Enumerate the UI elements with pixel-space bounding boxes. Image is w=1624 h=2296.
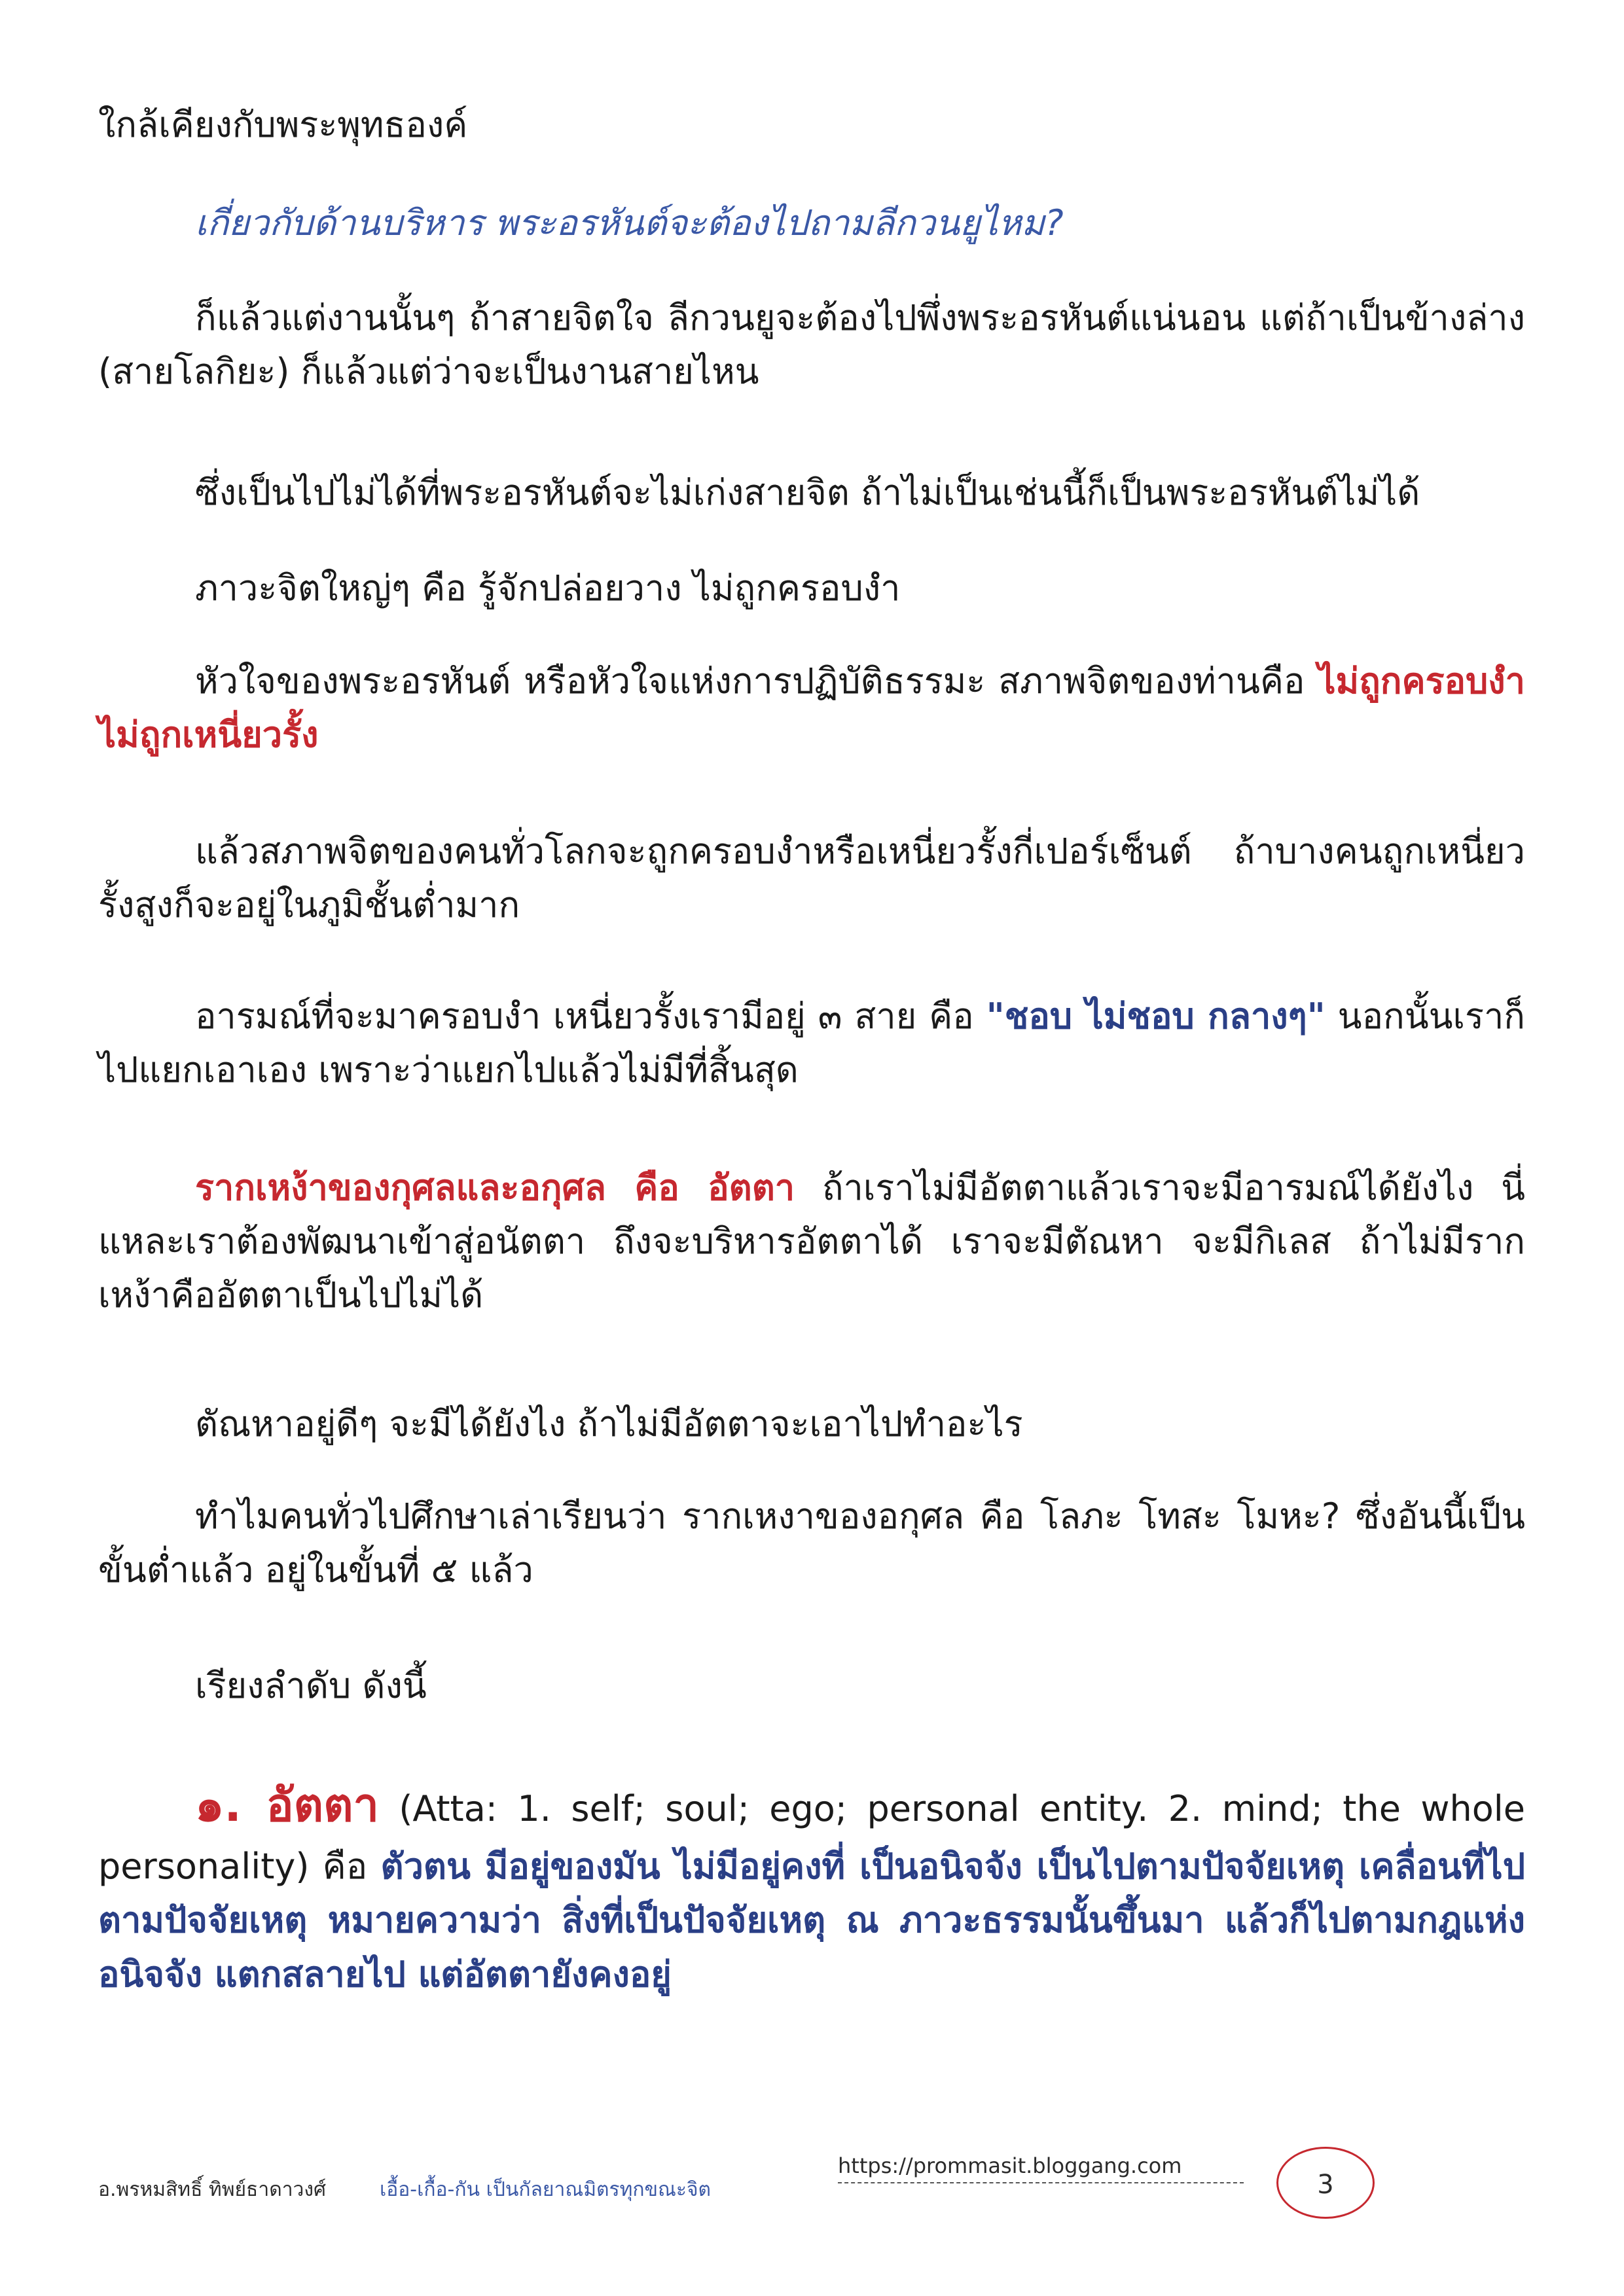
- paragraph-3: ก็แล้วแต่งานนั้นๆ ถ้าสายจิตใจ ลีกวนยูจะต้องไปพึ่งพระอรหันต์แน่นอน แต่ถ้าเป็นข้างล่าง (สายโลกิยะ) ก็แล้วแต่ว่าจะเป็นงานสายไหน: [98, 297, 1525, 393]
- paragraph-13: [98, 1770, 1525, 2001]
- paragraph-8: [98, 990, 1525, 1097]
- paragraph-7: แล้วสภาพจิตของคนทั่วโลกจะถูกครอบงำหรือเหนี่ยวรั้งกี่เปอร์เซ็นต์ ถ้าบางคนถูกเหนี่ยวรั้งสูงก็จะอยู่ในภูมิชั้นต่ำมาก: [98, 831, 1525, 926]
- paragraph-5: ภาวะจิตใหญ่ๆ คือ รู้จักปล่อยวาง ไม่ถูกครอบงำ: [195, 567, 901, 609]
- paragraph-6-emphasis: ไม่ถูกครอบงำ ไม่ถูกเหนี่ยวรั้ง: [98, 660, 1525, 756]
- paragraph-1: ใกล้เคียงกับพระพุทธองค์: [98, 104, 468, 145]
- paragraph-8-text: อารมณ์ที่จะมาครอบงำ เหนี่ยวรั้งเรามีอยู่ ๓ สาย คือ: [195, 996, 986, 1037]
- paragraph-10: ตัณหาอยู่ดีๆ จะมีได้ยังไง ถ้าไม่มีอัตตาจะเอาไปทำอะไร: [195, 1403, 1023, 1444]
- footer-url-link[interactable]: https://prommasit.bloggang.com: [838, 2153, 1244, 2183]
- paragraph-12: เรียงลำดับ ดังนี้: [195, 1665, 427, 1706]
- page-number: 3: [1276, 2147, 1375, 2219]
- paragraph-9-emphasis: รากเหง้าของกุศลและอกุศล คือ อัตตา: [195, 1167, 795, 1208]
- paragraph-6-text: หัวใจของพระอรหันต์ หรือหัวใจแห่งการปฏิบัติธรรมะ สภาพจิตของท่านคือ: [195, 660, 1318, 702]
- page-footer: [98, 2147, 1525, 2219]
- atta-thai-definition: ตัวตน มีอยู่ของมัน ไม่มีอยู่คงที่ เป็นอนิจจัง เป็นไปตามปัจจัยเหตุ เคลื่อนที่ไปตามปัจจัยเหตุ หมายความว่า สิ่งที่เป็นปัจจัยเหตุ ณ ภาวะธรรมนั้นขึ้นมา แล้วก็ไปตามกฎแห่งอนิจจัง แตกสลายไป แต่อัตตายังคงอยู่: [98, 1846, 1525, 1995]
- paragraph-8-text-end: นอกนั้นเราก็ไปแยกเอาเอง เพราะว่าแยกไปแล้วไม่มีที่สิ้นสุด: [98, 996, 1526, 1091]
- section-heading-atta: ๑. อัตตา: [195, 1778, 379, 1832]
- footer-motto: เอื้อ-เกื้อ-กัน เป็นกัลยาณมิตรทุกขณะจิต: [380, 2178, 712, 2201]
- paragraph-8-emphasis: "ชอบ ไม่ชอบ กลางๆ": [986, 996, 1326, 1037]
- atta-english-definition: (Atta: 1. self; soul; ego; personal entity. 2. mind; the whole personality) คือ: [98, 1788, 1525, 1888]
- question-heading: เกี่ยวกับด้านบริหาร พระอรหันต์จะต้องไปถามลีกวนยูไหม?: [195, 202, 1064, 243]
- paragraph-11: ทำไมคนทั่วไปศึกษาเล่าเรียนว่า รากเหงาของอกุศล คือ โลภะ โทสะ โมหะ? ซึ่งอันนี้เป็นขั้นต่ำแล้ว อยู่ในขั้นที่ ๕ แล้ว: [98, 1496, 1525, 1591]
- paragraph-4: ซึ่งเป็นไปไม่ได้ที่พระอรหันต์จะไม่เก่งสายจิต ถ้าไม่เป็นเช่นนี้ก็เป็นพระอรหันต์ไม่ได้: [195, 472, 1420, 513]
- paragraph-9-text: ถ้าเราไม่มีอัตตาแล้วเราจะมีอารมณ์ได้ยังไง นี่แหละเราต้องพัฒนาเข้าสู่อนัตตา ถึงจะบริหารอัตตาได้ เราจะมีตัณหา จะมีกิเลส ถ้าไม่มีรากเหง้าคืออัตตาเป็นไปไม่ได้: [98, 1167, 1525, 1316]
- footer-author: อ.พรหมสิทธิ์ ทิพย์ธาดาวงศ์: [98, 2178, 327, 2201]
- paragraph-9: [98, 1161, 1525, 1322]
- paragraph-6: [98, 655, 1525, 762]
